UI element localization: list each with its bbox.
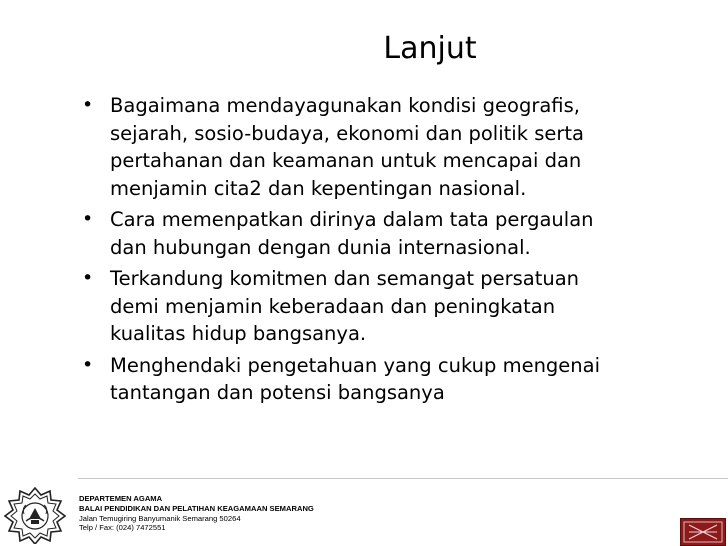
bullet-line: menjamin cita2 dan kepentingan nasional. <box>110 176 527 200</box>
bullet-line: dan hubungan dengan dunia internasional. <box>110 235 531 259</box>
bullet-line: Menghendaki pengetahuan yang cukup mengenai <box>110 353 601 377</box>
bullet-dot: • <box>82 94 94 116</box>
bullet-dot: • <box>82 353 94 376</box>
bullet-line: Bagaimana mendayagunakan kondisi geografis, <box>110 94 580 117</box>
org-name: DEPARTEMEN AGAMA <box>79 494 163 503</box>
next-slide-icon <box>681 519 725 545</box>
ministry-emblem-icon <box>2 486 68 544</box>
bullet-line: kualitas hidup bangsanya. <box>110 322 367 345</box>
org-address: Jalan Temugiring Banyumanik Semarang 50264 <box>79 514 241 523</box>
slide-footer <box>0 478 728 546</box>
bullet-line: tantangan dan potensi bangsanya <box>110 381 445 404</box>
org-phone: Telp / Fax: (024) 7472551 <box>79 523 166 532</box>
bullet-item <box>80 92 680 202</box>
org-unit: BALAI PENDIDIKAN DAN PELATIHAN KEAGAMAAN SEMARANG <box>79 504 314 513</box>
next-slide-button[interactable] <box>680 518 726 546</box>
bullet-item <box>80 352 680 407</box>
bullet-item <box>80 206 680 261</box>
bullet-line: Cara memenpatkan dirinya dalam tata pergaulan <box>110 208 594 231</box>
footer-divider <box>78 478 728 479</box>
bullet-list <box>80 92 680 411</box>
bullet-line: demi menjamin keberadaan dan peningkatan <box>110 294 556 318</box>
bullet-dot: • <box>82 208 94 230</box>
bullet-dot: • <box>82 267 94 289</box>
bullet-item <box>80 265 680 348</box>
bullet-line: pertahanan dan keamanan untuk mencapai dan <box>110 149 582 172</box>
bullet-line: Terkandung komitmen dan semangat persatuan <box>110 267 580 290</box>
bullet-line: sejarah, sosio-budaya, ekonomi dan politik serta <box>110 121 584 145</box>
slide-title: Lanjut <box>383 31 477 66</box>
footer-text <box>79 494 314 532</box>
